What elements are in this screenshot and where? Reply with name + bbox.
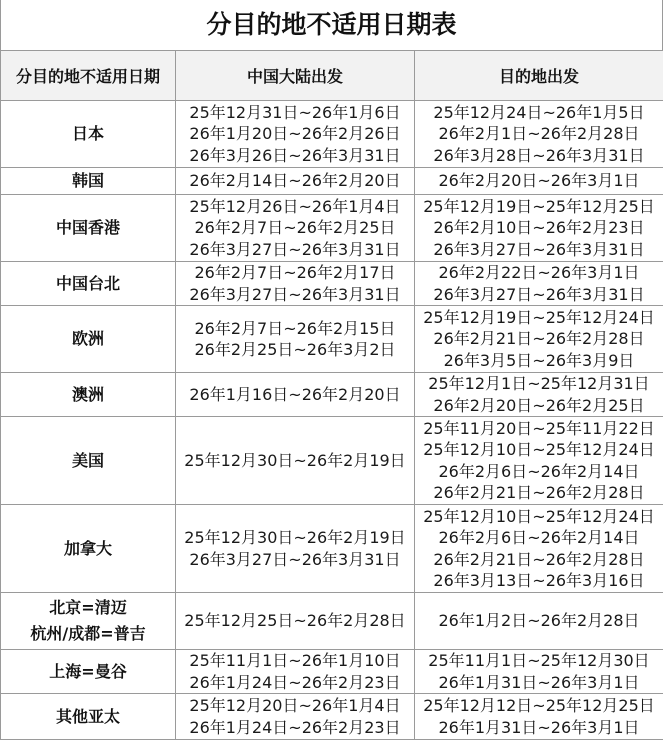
date-range: 25年12月19日~25年12月24日 xyxy=(415,307,663,329)
date-range: 25年12月30日~26年2月19日 xyxy=(176,450,414,472)
date-range: 26年3月26日~26年3月31日 xyxy=(176,145,414,167)
from-mainland-cell xyxy=(176,593,415,650)
date-range: 25年11月1日~25年12月30日 xyxy=(415,650,663,672)
destination-label: 欧洲 xyxy=(1,326,175,352)
date-range: 25年12月25日~26年2月28日 xyxy=(176,610,414,632)
from-destination-cell xyxy=(415,101,663,168)
date-range: 25年12月10日~25年12月24日 xyxy=(415,506,663,528)
destination-cell xyxy=(1,168,176,195)
destination-label: 杭州/成都=普吉 xyxy=(1,621,175,647)
destination-label: 北京=清迈 xyxy=(1,595,175,621)
date-range: 26年1月31日~26年3月1日 xyxy=(415,672,663,694)
table-row xyxy=(1,593,663,650)
from-destination-cell xyxy=(415,593,663,650)
destination-cell xyxy=(1,262,176,306)
date-range: 26年2月10日~26年2月23日 xyxy=(415,217,663,239)
date-range: 26年1月24日~26年2月23日 xyxy=(176,717,414,739)
date-range: 26年1月2日~26年2月28日 xyxy=(415,610,663,632)
date-range: 26年2月6日~26年2月14日 xyxy=(415,461,663,483)
destination-cell xyxy=(1,593,176,650)
destination-cell xyxy=(1,505,176,593)
from-destination-cell xyxy=(415,168,663,195)
from-mainland-cell xyxy=(176,694,415,740)
destination-cell xyxy=(1,101,176,168)
table-row xyxy=(1,306,663,373)
destination-cell xyxy=(1,373,176,417)
from-mainland-cell xyxy=(176,262,415,306)
date-range: 26年3月27日~26年3月31日 xyxy=(415,239,663,261)
from-destination-cell xyxy=(415,694,663,740)
date-range: 26年2月21日~26年2月28日 xyxy=(415,328,663,350)
header-from-mainland: 中国大陆出发 xyxy=(176,51,415,101)
date-range: 25年12月19日~25年12月25日 xyxy=(415,196,663,218)
table-row xyxy=(1,373,663,417)
table-row xyxy=(1,505,663,593)
date-range: 25年12月31日~26年1月6日 xyxy=(176,102,414,124)
date-range: 26年2月14日~26年2月20日 xyxy=(176,170,414,192)
date-range: 26年2月7日~26年2月15日 xyxy=(176,318,414,340)
date-range: 25年12月30日~26年2月19日 xyxy=(176,527,414,549)
destination-cell xyxy=(1,195,176,262)
date-range: 26年1月16日~26年2月20日 xyxy=(176,384,414,406)
date-range: 26年1月20日~26年2月26日 xyxy=(176,123,414,145)
from-mainland-cell xyxy=(176,417,415,505)
table-row xyxy=(1,195,663,262)
date-range: 26年2月7日~26年2月17日 xyxy=(176,262,414,284)
date-range: 26年2月21日~26年2月28日 xyxy=(415,482,663,504)
date-table xyxy=(0,50,663,740)
from-destination-cell xyxy=(415,417,663,505)
destination-label: 日本 xyxy=(1,121,175,147)
date-range: 25年11月1日~26年1月10日 xyxy=(176,650,414,672)
date-range: 25年12月26日~26年1月4日 xyxy=(176,196,414,218)
date-range: 26年2月6日~26年2月14日 xyxy=(415,527,663,549)
date-range: 26年2月21日~26年2月28日 xyxy=(415,549,663,571)
table-row xyxy=(1,694,663,740)
date-range: 26年3月27日~26年3月31日 xyxy=(415,284,663,306)
date-range: 26年3月13日~26年3月16日 xyxy=(415,570,663,592)
from-destination-cell xyxy=(415,195,663,262)
destination-label: 韩国 xyxy=(1,168,175,194)
from-destination-cell xyxy=(415,505,663,593)
destination-label: 加拿大 xyxy=(1,536,175,562)
table-row xyxy=(1,168,663,195)
destination-cell xyxy=(1,417,176,505)
date-range: 26年3月27日~26年3月31日 xyxy=(176,239,414,261)
date-range: 25年12月1日~25年12月31日 xyxy=(415,373,663,395)
date-range: 26年1月24日~26年2月23日 xyxy=(176,672,414,694)
table-row xyxy=(1,650,663,694)
from-mainland-cell xyxy=(176,373,415,417)
date-range: 25年12月12日~25年12月25日 xyxy=(415,695,663,717)
date-range: 25年12月24日~26年1月5日 xyxy=(415,102,663,124)
from-destination-cell xyxy=(415,262,663,306)
date-range: 26年2月25日~26年3月2日 xyxy=(176,339,414,361)
date-range: 26年1月31日~26年3月1日 xyxy=(415,717,663,739)
date-range: 26年3月27日~26年3月31日 xyxy=(176,549,414,571)
destination-label: 其他亚太 xyxy=(1,704,175,730)
from-mainland-cell xyxy=(176,195,415,262)
table-row xyxy=(1,101,663,168)
from-destination-cell xyxy=(415,306,663,373)
date-range: 26年2月1日~26年2月28日 xyxy=(415,123,663,145)
table-row xyxy=(1,262,663,306)
destination-cell xyxy=(1,306,176,373)
from-mainland-cell xyxy=(176,101,415,168)
from-mainland-cell xyxy=(176,505,415,593)
date-range: 25年11月20日~25年11月22日 xyxy=(415,418,663,440)
date-range: 25年12月10日~25年12月24日 xyxy=(415,439,663,461)
destination-label: 中国香港 xyxy=(1,215,175,241)
destination-cell xyxy=(1,694,176,740)
header-destination: 分目的地不适用日期 xyxy=(1,51,176,101)
date-range: 26年2月20日~26年2月25日 xyxy=(415,395,663,417)
destination-label: 上海=曼谷 xyxy=(1,659,175,685)
from-mainland-cell xyxy=(176,306,415,373)
date-range: 26年3月27日~26年3月31日 xyxy=(176,284,414,306)
date-range: 26年2月20日~26年3月1日 xyxy=(415,170,663,192)
from-mainland-cell xyxy=(176,168,415,195)
header-row xyxy=(1,51,663,101)
destination-label: 中国台北 xyxy=(1,271,175,297)
table-row xyxy=(1,417,663,505)
destination-cell xyxy=(1,650,176,694)
destination-label: 美国 xyxy=(1,448,175,474)
from-destination-cell xyxy=(415,650,663,694)
date-range: 25年12月20日~26年1月4日 xyxy=(176,695,414,717)
from-destination-cell xyxy=(415,373,663,417)
destination-label: 澳洲 xyxy=(1,382,175,408)
table-title: 分目的地不适用日期表 xyxy=(0,0,663,50)
date-range: 26年3月5日~26年3月9日 xyxy=(415,350,663,372)
from-mainland-cell xyxy=(176,650,415,694)
date-range: 26年2月7日~26年2月25日 xyxy=(176,217,414,239)
header-from-destination: 目的地出发 xyxy=(415,51,663,101)
date-range: 26年2月22日~26年3月1日 xyxy=(415,262,663,284)
date-range: 26年3月28日~26年3月31日 xyxy=(415,145,663,167)
